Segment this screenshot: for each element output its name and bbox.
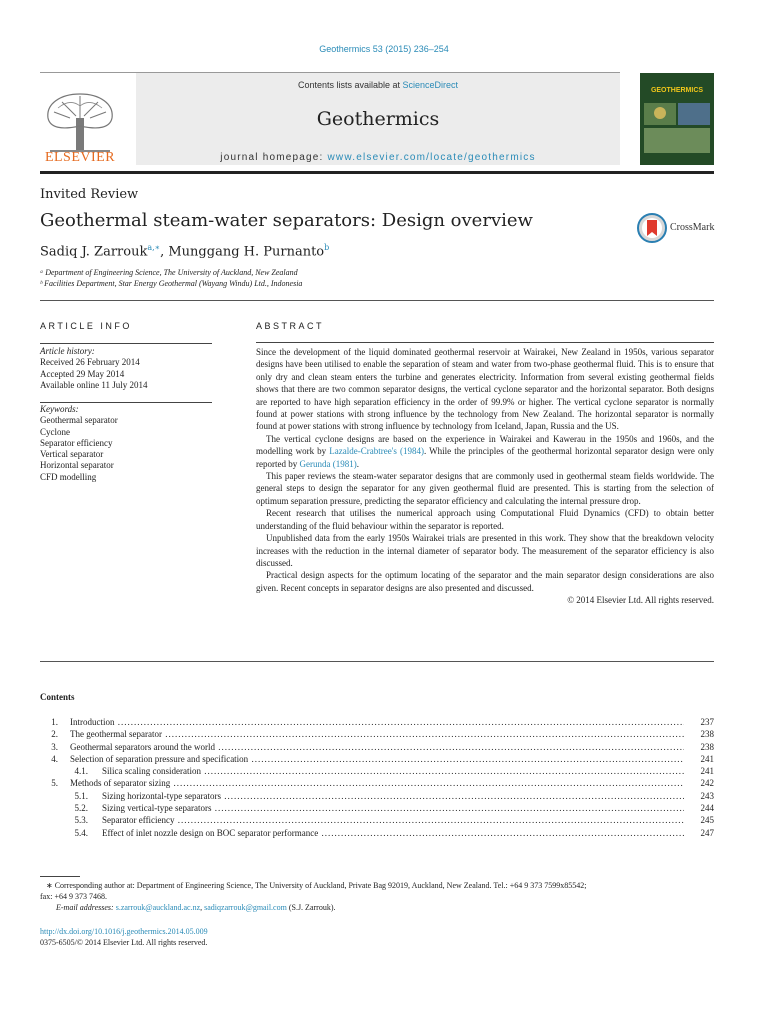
toc-entry[interactable] [40, 741, 714, 753]
article-history [40, 346, 212, 391]
cover-title: GEOTHERMICS [650, 87, 704, 94]
history-item: Available online 11 July 2014 [40, 379, 148, 390]
abstract-paragraph: This paper reviews the steam-water separator designs that are commonly used in geothermal steam fields worldwide. The general steps to design the separator for any given geothermal fluid are presented. This is starting from the selection of optimum separation pressure, predicting the separator efficiency and calculating the internal pressure drop. [256, 471, 714, 506]
toc-entry[interactable] [40, 827, 714, 839]
toc-title[interactable]: Selection of separation pressure and specification ..... [58, 753, 684, 765]
toc-title[interactable]: Geothermal separators around the world ..... [58, 741, 684, 753]
email-label: E-mail addresses: [56, 903, 116, 912]
journal-homepage [136, 152, 620, 163]
toc-title[interactable]: Silica scaling consideration ..... [88, 765, 684, 777]
toc-number: 4.1. [74, 766, 88, 777]
toc-page-number: 245 [700, 815, 714, 826]
toc-page-number: 244 [700, 803, 714, 814]
corresponding-text: ∗ Corresponding author at: Department of Engineering Science, The University of Auckland, Private Bag 92019, Auckland, New Zealand. Tel.: +64 9 373 7599x85542; [46, 881, 587, 890]
elsevier-wordmark: ELSEVIER [44, 150, 116, 165]
abstract-text: . [356, 458, 359, 469]
abstract-paragraph: Unpublished data from the early 1950s Wairakei trials are presented in this work. They show that the breakdown velocity increases with the reduction in the internal diameter of separator body. The measurement of the separator efficiency is also discussed. [256, 533, 714, 568]
toc-number: 5.1. [74, 790, 88, 801]
abstract-heading: ABSTRACT [256, 321, 325, 331]
header-thick-rule [40, 171, 714, 174]
contents-available [136, 80, 620, 90]
toc-title[interactable]: Methods of separator sizing ..... [58, 777, 684, 789]
history-label: Article history: [40, 346, 95, 356]
toc-entry[interactable] [40, 716, 714, 728]
article-type: Invited Review [40, 187, 139, 202]
toc-entry[interactable] [40, 777, 714, 789]
toc-number: 4. [51, 753, 58, 764]
issn-line: 0375-6505/© 2014 Elsevier Ltd. All rights reserved. [40, 938, 208, 947]
reference-link[interactable]: Lazalde-Crabtree's (1984) [329, 446, 424, 457]
keywords-label: Keywords: [40, 404, 79, 414]
article-info-rule [40, 343, 212, 344]
crossmark-icon[interactable] [637, 213, 667, 243]
toc-number: 5. [51, 778, 58, 789]
table-of-contents [40, 716, 714, 839]
abstract-text: . While the principles of the geothermal horizontal separator design were only reported by [256, 446, 714, 469]
author-name[interactable]: Sadiq J. Zarrouk [40, 244, 148, 260]
toc-page-number: 238 [700, 741, 714, 752]
section-rule [40, 300, 714, 301]
contents-rule [40, 661, 714, 662]
footnote-rule [40, 876, 80, 877]
sciencedirect-link[interactable]: ScienceDirect [402, 80, 459, 90]
toc-entry[interactable] [40, 753, 714, 765]
toc-title[interactable]: Effect of inlet nozzle design on BOC separator performance ..... [88, 827, 684, 839]
abstract-body [256, 346, 714, 607]
toc-title[interactable]: Separator efficiency ..... [88, 814, 684, 826]
toc-number: 2. [51, 729, 58, 740]
contents-prefix: Contents lists available at [297, 80, 403, 90]
doi-link[interactable]: http://dx.doi.org/10.1016/j.geothermics.2014.05.009 [40, 927, 208, 936]
toc-number: 3. [51, 741, 58, 752]
toc-page-number: 247 [700, 827, 714, 838]
toc-page-number: 242 [700, 778, 714, 789]
toc-title[interactable]: Sizing horizontal-type separators ..... [88, 790, 684, 802]
toc-entry[interactable] [40, 814, 714, 826]
email-separator: , [200, 903, 205, 912]
toc-page-number: 237 [700, 717, 714, 727]
toc-number: 5.3. [74, 815, 88, 826]
toc-entry[interactable] [40, 790, 714, 802]
keywords-rule [40, 402, 212, 403]
toc-entry[interactable] [40, 765, 714, 777]
toc-number: 5.2. [74, 803, 88, 814]
email-line [40, 902, 714, 913]
email-suffix: (S.J. Zarrouk). [286, 903, 336, 912]
toc-page-number: 238 [700, 729, 714, 740]
toc-title[interactable]: Sizing vertical-type separators ..... [88, 802, 684, 814]
corresponding-author-note [40, 880, 714, 913]
author-affil-marker[interactable]: a,∗ [147, 243, 161, 252]
fax-text: fax: +64 9 373 7468. [40, 892, 107, 901]
history-item: Received 26 February 2014 [40, 357, 140, 368]
homepage-prefix: journal homepage: [220, 152, 328, 163]
toc-number: 5.4. [74, 827, 88, 838]
keyword-item: Cyclone [40, 426, 70, 437]
abstract-text: The vertical cyclone designs are based on the experience in Wairakei and Kawerau in the 1950s and 1960s, and the modelling work by [256, 433, 714, 457]
author-separator: , [160, 244, 169, 260]
article-title: Geothermal steam-water separators: Design overview [40, 210, 533, 231]
toc-entry[interactable] [40, 728, 714, 740]
toc-entry[interactable] [40, 802, 714, 814]
toc-page-number: 241 [700, 753, 714, 764]
toc-page-number: 243 [700, 790, 714, 801]
email-link[interactable]: sadiqzarrouk@gmail.com [204, 903, 287, 912]
keyword-item: CFD modelling [40, 471, 97, 482]
keyword-item: Separator efficiency [40, 437, 113, 448]
keyword-item: Geothermal separator [40, 415, 118, 426]
email-link[interactable]: s.zarrouk@auckland.ac.nz [115, 903, 201, 912]
abstract-rule [256, 342, 714, 343]
journal-citation[interactable]: Geothermics 53 (2015) 236–254 [319, 44, 449, 54]
author-name[interactable]: Munggang H. Purnanto [168, 244, 325, 260]
author-list [40, 243, 329, 259]
copyright-notice: © 2014 Elsevier Ltd. All rights reserved. [567, 595, 714, 606]
article-info-heading: ARTICLE INFO [40, 321, 132, 331]
history-item: Accepted 29 May 2014 [40, 368, 125, 379]
abstract-paragraph: Practical design aspects for the optimum locating of the separator and the main separator design considerations are also given. Recent concepts in separator designs are also presented and discussed. [256, 570, 714, 593]
abstract-paragraph [256, 433, 714, 470]
journal-name: Geothermics [316, 108, 440, 130]
keyword-item: Vertical separator [40, 449, 104, 460]
crossmark-label[interactable]: CrossMark [670, 222, 715, 233]
homepage-link[interactable]: www.elsevier.com/locate/geothermics [327, 152, 536, 163]
abstract-paragraph: Recent research that utilises the numerical approach using Computational Fluid Dynamics (CFD) to obtain better understanding of the fluid behaviour within the separator is reported. [256, 508, 714, 531]
reference-link[interactable]: Gerunda (1981) [299, 458, 357, 469]
toc-page-number: 241 [700, 766, 714, 777]
affiliation-b: ᵇ Facilities Department, Star Energy Geothermal (Wayang Windu) Ltd., Indonesia [40, 279, 303, 288]
toc-number: 1. [51, 717, 58, 727]
keyword-item: Horizontal separator [40, 460, 114, 471]
toc-title[interactable]: Introduction ..... [58, 716, 684, 728]
keywords-list [40, 404, 212, 483]
affiliation-a: ᵃ Department of Engineering Science, The University of Auckland, New Zealand [40, 268, 298, 277]
contents-heading: Contents [40, 692, 75, 702]
author-affil-marker[interactable]: b [324, 243, 330, 252]
toc-title[interactable]: The geothermal separator ..... [58, 728, 684, 740]
abstract-paragraph: Since the development of the liquid dominated geothermal reservoir at Wairakei, New Zealand in 1950s, various separator designs have been utilised to enable the separation of steam and water from two-phase geothermal fluid. This is to ensure that only dry and clean steam enters the turbine and generates electricity. Information from several existing geothermal fields shows that there are two common separator designs, the vertical cyclone separator and the horizontal separator. Both designs are reported to have high separation efficiency in the order of 99.9% or higher. The vertical cyclone separator is normally found at power stations with strong influence by the technology from New Zealand. The horizontal separator is normally found at power stations with strong influence by technology from Iceland, Japan, Russia and the US. [256, 347, 714, 432]
